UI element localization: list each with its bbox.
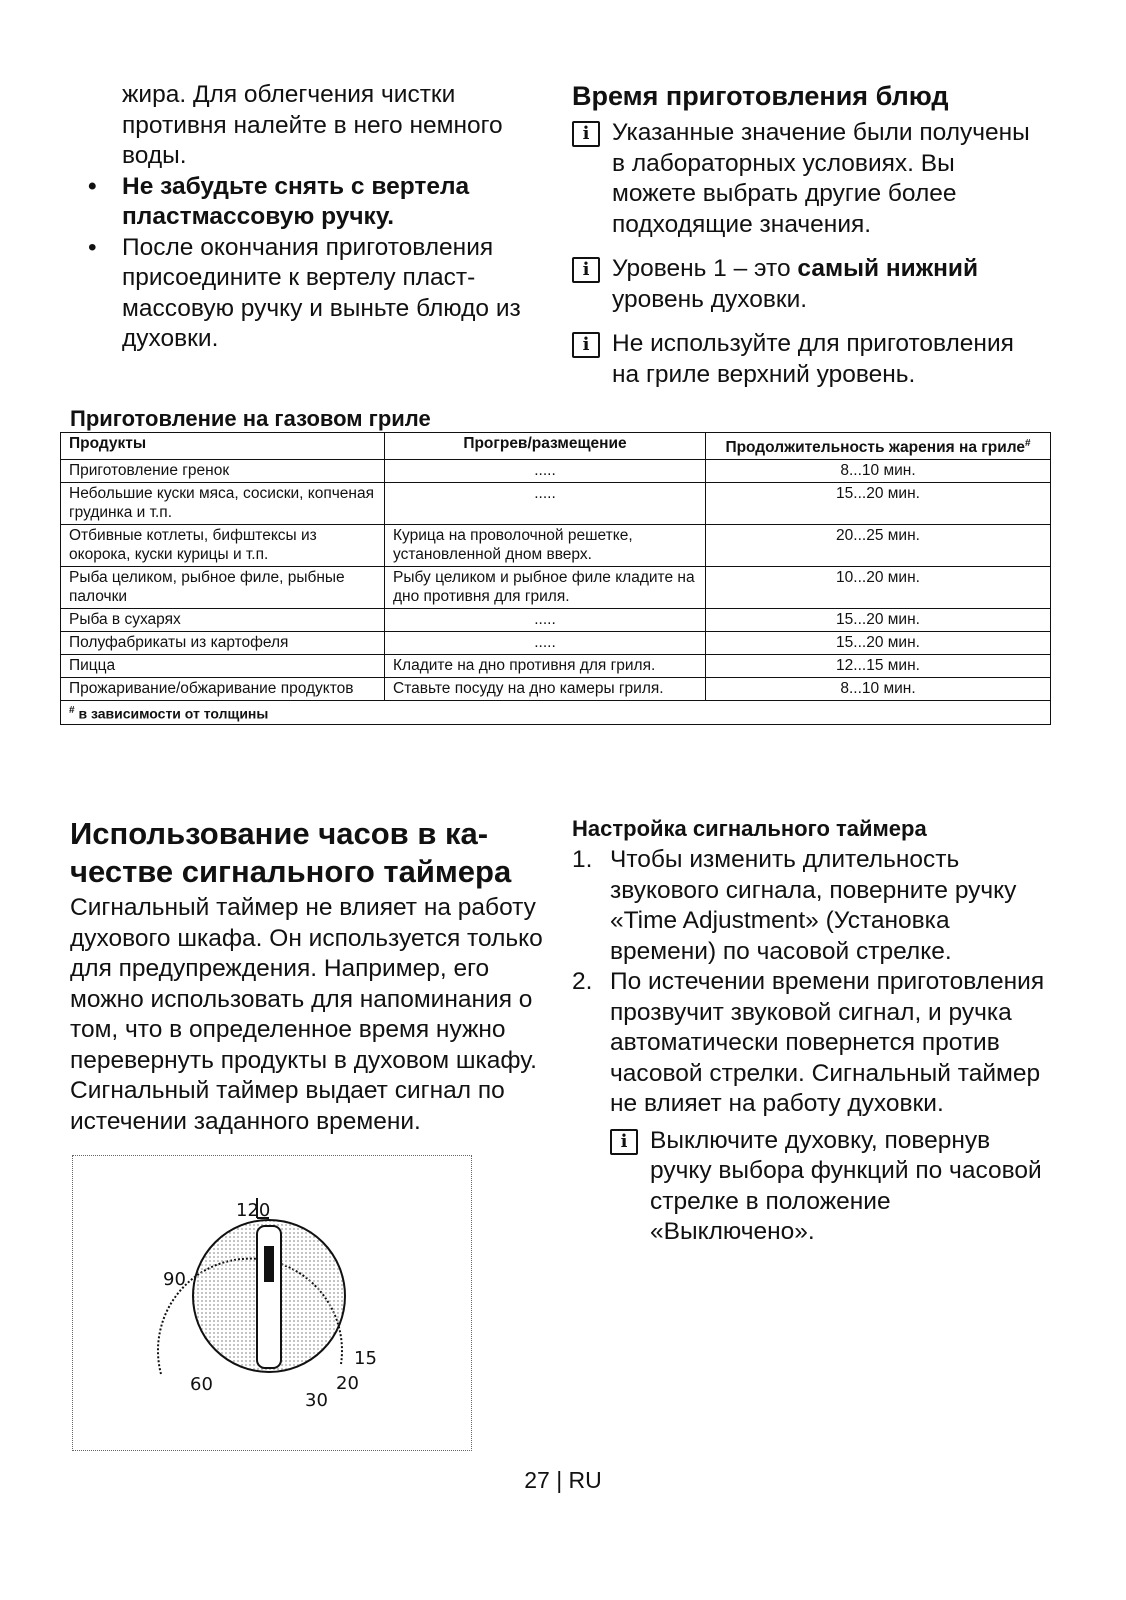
label-90: 90 xyxy=(163,1269,186,1290)
list-item xyxy=(572,967,1052,1120)
note-text: Указанные значение были получены в лабораторных условиях. Вы можете выбрать другие более подходящие значения. xyxy=(612,119,1030,238)
alarm-timer-section xyxy=(70,815,560,1137)
note-text: Выключите духовку, повернув ручку выбора функций по часовой стрелке в положение «Выключено». xyxy=(650,1126,1042,1245)
timer-knob-illustration xyxy=(73,1156,470,1449)
info-note xyxy=(572,329,1042,390)
bullet-item xyxy=(70,172,550,233)
note-text-bold: самый нижний xyxy=(797,255,979,282)
list-text: Чтобы изменить длительность звукового сигнала, поверните ручку «Time Adjustment» (Установка времени) по часовой стрелке. xyxy=(610,846,1017,965)
label-20: 20 xyxy=(336,1373,359,1394)
list-number: 1. xyxy=(572,846,593,873)
timer-setup-section xyxy=(572,815,1052,1262)
table-row xyxy=(61,632,1051,655)
table-title: Приготовление на газовом гриле xyxy=(70,406,431,431)
info-icon: i xyxy=(610,1129,638,1155)
cell-product: Рыба в сухарях xyxy=(61,609,385,632)
table-row xyxy=(61,655,1051,678)
section-heading: Использование часов в качестве сигнального таймера xyxy=(70,816,512,889)
note-text: Не используйте для приготовления на гриле верхний уровень. xyxy=(612,330,1014,388)
cell-product: Приготовление гренок xyxy=(61,460,385,483)
grill-table xyxy=(60,432,1051,725)
list-item xyxy=(572,845,1052,967)
footnote-text: в зависимости от толщины xyxy=(74,705,269,722)
note-text-pre: Уровень 1 – это xyxy=(612,255,798,282)
info-icon: i xyxy=(572,257,600,283)
bullet-symbol: • xyxy=(88,233,97,261)
footnote-row xyxy=(61,701,1051,725)
cell-placement: ..... xyxy=(385,632,706,655)
info-icon: i xyxy=(572,121,600,147)
info-note xyxy=(572,118,1042,240)
cell-placement: Кладите на дно противня для гриля. xyxy=(385,655,706,678)
cell-product: Небольшие куски мяса, сосиски, копченая грудинка и т.п. xyxy=(61,483,385,525)
bullet-text: После окончания приготовления присоедините к вертелу пластмассовую ручку и выньте блюдо из духовки. xyxy=(122,233,521,352)
header-duration xyxy=(706,433,1051,460)
cell-duration: 15...20 мин. xyxy=(706,483,1051,525)
info-note xyxy=(572,254,1042,315)
table-row xyxy=(61,678,1051,701)
cell-placement: Рыбу целиком и рыбное филе кладите на дно противня для гриля. xyxy=(385,567,706,609)
cell-product: Пицца xyxy=(61,655,385,678)
cell-product: Прожаривание/обжаривание продуктов xyxy=(61,678,385,701)
note-text-post: уровень духовки. xyxy=(612,285,808,313)
cooking-time-section xyxy=(572,80,1042,404)
cell-duration: 10...20 мин. xyxy=(706,567,1051,609)
list-text: По истечении времени приготовления прозвучит звуковой сигнал, и ручка автоматически повернется против часовой стрелки. Сигнальный таймер не влияет на работу духовки. xyxy=(610,968,1045,1117)
header-placement: Прогрев/размещение xyxy=(385,433,706,460)
page-number: 27 | RU xyxy=(524,1467,602,1493)
section-title: Время приготовления блюд xyxy=(572,81,949,111)
label-15: 15 xyxy=(354,1348,377,1369)
paragraph-continued: жира. Для облегчения чистки противня налейте в него немного воды. xyxy=(122,81,503,169)
cell-duration: 20...25 мин. xyxy=(706,525,1051,567)
bullet-item xyxy=(70,233,550,355)
table-row xyxy=(61,460,1051,483)
info-note xyxy=(610,1126,1052,1248)
cell-product: Рыба целиком, рыбное филе, рыбные палочки xyxy=(61,567,385,609)
list-number: 2. xyxy=(572,968,593,995)
bullet-symbol: • xyxy=(88,172,97,200)
timer-knob-figure xyxy=(72,1155,472,1451)
table-row xyxy=(61,609,1051,632)
cell-placement: Курица на проволочной решетке, установленной дном вверх. xyxy=(385,525,706,567)
footnote-mark: # xyxy=(69,705,75,717)
cell-product: Отбивные котлеты, бифштексы из окорока, куски курицы и т.п. xyxy=(61,525,385,567)
knob-indicator xyxy=(264,1246,274,1282)
table-row xyxy=(61,567,1051,609)
subsection-heading: Настройка сигнального таймера xyxy=(572,816,927,841)
table-row xyxy=(61,525,1051,567)
label-120: 120 xyxy=(236,1200,271,1221)
label-30: 30 xyxy=(305,1390,328,1411)
top-left-text xyxy=(70,80,550,355)
cell-duration: 8...10 мин. xyxy=(706,678,1051,701)
section-paragraph: Сигнальный таймер не влияет на работу духового шкафа. Он используется только для предупреждения. Например, его можно использовать для напоминания о том, что в определенное время нужно перевернуть продукты в духовом шкафу. Сигнальный таймер выдает сигнал по истечении заданного времени. xyxy=(70,894,543,1135)
bullet-text: Не забудьте снять с вертела пластмассовую ручку. xyxy=(122,172,470,230)
cell-duration: 12...15 мин. xyxy=(706,655,1051,678)
cell-product: Полуфабрикаты из картофеля xyxy=(61,632,385,655)
table-row xyxy=(61,483,1051,525)
cell-placement: ..... xyxy=(385,460,706,483)
header-mark: # xyxy=(1025,438,1031,449)
cell-duration: 15...20 мин. xyxy=(706,632,1051,655)
label-60: 60 xyxy=(190,1374,213,1395)
table-body xyxy=(61,460,1051,701)
header-duration-text: Продолжительность жарения на гриле xyxy=(725,439,1025,457)
cell-duration: 8...10 мин. xyxy=(706,460,1051,483)
cell-placement: Ставьте посуду на дно камеры гриля. xyxy=(385,678,706,701)
cell-placement: ..... xyxy=(385,483,706,525)
footnote-cell xyxy=(61,701,1051,725)
cell-placement: ..... xyxy=(385,609,706,632)
cell-duration: 15...20 мин. xyxy=(706,609,1051,632)
header-products: Продукты xyxy=(61,433,385,460)
table-header-row xyxy=(61,433,1051,460)
info-icon: i xyxy=(572,332,600,358)
